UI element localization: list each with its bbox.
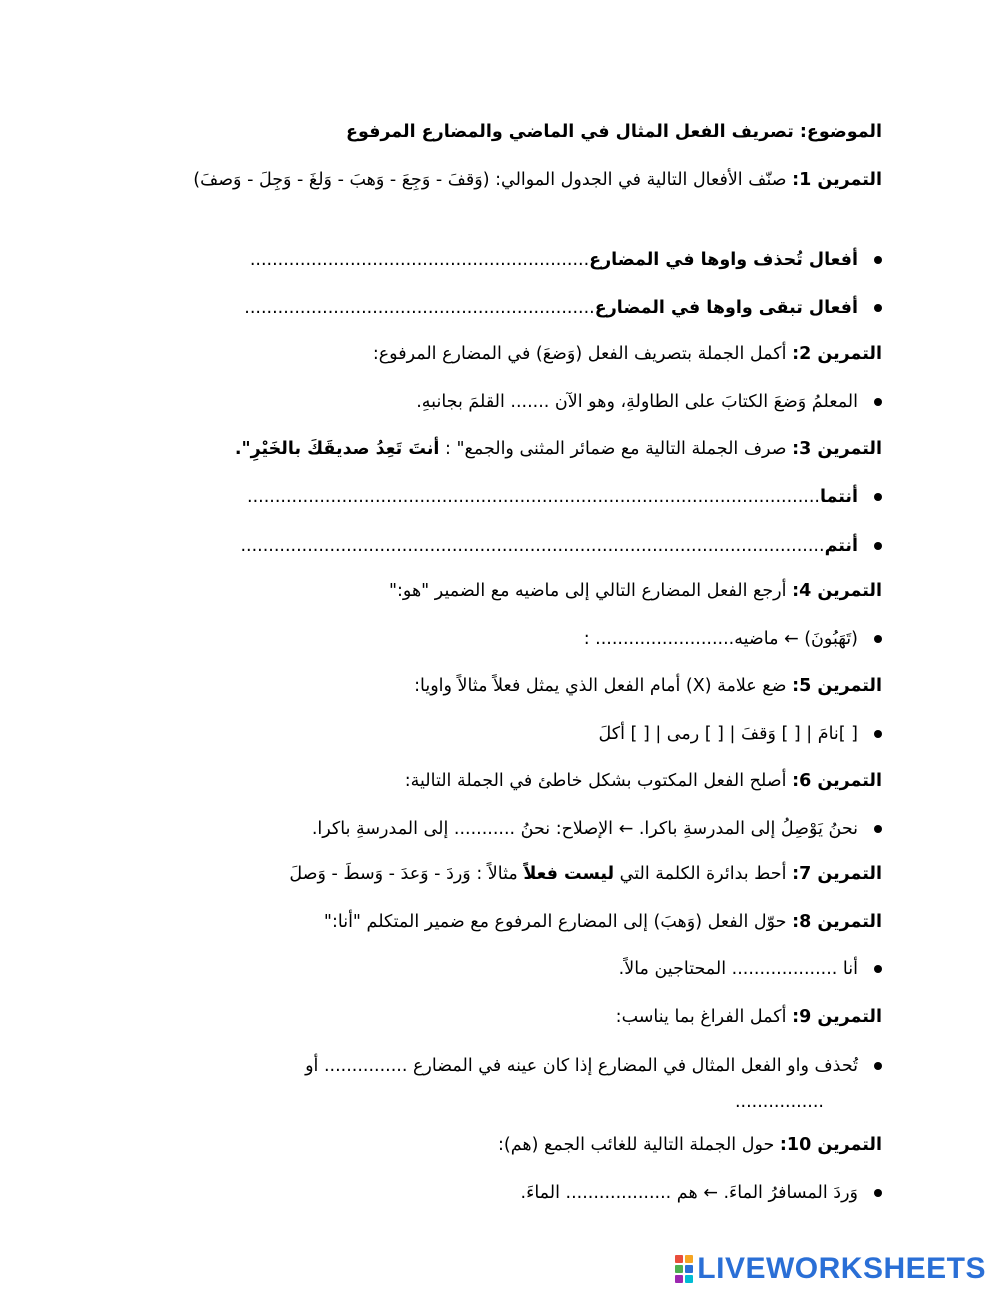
exercise-7-label: التمرين 7:: [792, 864, 882, 884]
exercise-3-item-2-blank[interactable]: .........................................................................................................: [240, 536, 825, 556]
bullet-icon: [874, 1062, 882, 1070]
logo-cell: [685, 1275, 693, 1283]
exercise-6-label: التمرين 6:: [792, 771, 882, 791]
exercise-9-sentence-line-1[interactable]: تُحذف واو الفعل المثال في المضارع إذا كان عينه في المضارع ............... أو: [305, 1056, 858, 1076]
exercise-9-item: [305, 1049, 882, 1083]
exercise-5-item: [599, 717, 882, 751]
exercise-4-label: التمرين 4:: [792, 581, 882, 601]
exercise-9-sentence-line-2[interactable]: ................: [734, 1092, 824, 1112]
exercise-10-label: التمرين 10:: [779, 1135, 882, 1155]
exercise-8-text: حوّل الفعل (وَهبَ) إلى المضارع المرفوع مع ضمير المتكلم "أنا:": [323, 912, 787, 932]
bullet-icon: [874, 304, 882, 312]
bullet-icon: [874, 965, 882, 973]
exercise-1-prompt: [132, 163, 882, 197]
exercise-2-text: أكمل الجملة بتصريف الفعل (وَضعَ) في المضارع المرفوع:: [372, 344, 787, 364]
exercise-2-label: التمرين 2:: [792, 344, 882, 364]
exercise-6-prompt: [405, 764, 882, 798]
exercise-5-options[interactable]: [ ]نامَ | [ ] وَقفَ | [ ] رمى | [ ] أكلَ: [598, 724, 858, 744]
exercise-7-text-after[interactable]: مثالاً : وَردَ - وَعدَ - وَسطَ - وَصلَ: [289, 864, 518, 884]
exercise-3-item-1-blank[interactable]: .......................................................................................................: [247, 487, 820, 507]
exercise-4-item: [584, 622, 882, 656]
logo-cell: [675, 1275, 683, 1283]
bullet-icon: [874, 730, 882, 738]
exercise-8-label: التمرين 8:: [792, 912, 882, 932]
topic-label: الموضوع:: [799, 122, 882, 142]
exercise-10-prompt: [498, 1128, 882, 1162]
exercise-4-prompt: [389, 574, 882, 608]
exercise-5-prompt: [414, 669, 882, 703]
exercise-3-item-2: [240, 529, 882, 563]
exercise-8-item: [619, 952, 882, 986]
exercise-7-text-before: أحط بدائرة الكلمة التي: [619, 864, 787, 884]
exercise-3-quote: أنتَ تَعِدُ صديقَكَ بالخَيْرِ".: [234, 439, 440, 459]
exercise-7-emphasis: ليست فعلاً: [523, 864, 615, 884]
exercise-9-label: التمرين 9:: [792, 1007, 882, 1027]
exercise-3-prompt: [235, 432, 882, 466]
exercise-1-item-1-label: أفعال تُحذف واوها في المضارع: [589, 250, 858, 270]
exercise-8-sentence[interactable]: أنا ................... المحتاجين مالاً.: [618, 959, 858, 979]
bullet-icon: [874, 635, 882, 643]
exercise-4-sentence[interactable]: (تَهَبُونَ) ← ماضيه......................... :: [583, 629, 858, 649]
exercise-1-item-2-label: أفعال تبقى واوها في المضارع: [594, 298, 858, 318]
exercise-1-item-2: [244, 291, 882, 325]
exercise-1-item-2-blank[interactable]: ...............................................................: [244, 298, 595, 318]
topic-line: [346, 115, 882, 149]
exercise-5-label: التمرين 5:: [792, 676, 882, 696]
exercise-3-item-1-label: أنتما: [819, 487, 858, 507]
exercise-6-sentence[interactable]: نحنُ يَوْصِلُ إلى المدرسةِ باكرا. ← الإصلاح: نحنُ ........... إلى المدرسةِ باكرا.: [311, 819, 858, 839]
logo-cell: [685, 1255, 693, 1263]
exercise-1-item-1: [250, 243, 882, 277]
exercise-9-text: أكمل الفراغ بما يناسب:: [615, 1007, 787, 1027]
bullet-icon: [874, 256, 882, 264]
exercise-2-item: [416, 385, 882, 419]
topic-text: تصريف الفعل المثال في الماضي والمضارع المرفوع: [346, 122, 794, 142]
bullet-icon: [874, 542, 882, 550]
logo-cell: [685, 1265, 693, 1273]
logo-grid-icon: [675, 1255, 693, 1283]
exercise-1-item-1-blank[interactable]: .............................................................: [249, 250, 590, 270]
exercise-4-text: أرجع الفعل المضارع التالي إلى ماضيه مع الضمير "هو:": [388, 581, 787, 601]
exercise-7-prompt: [289, 857, 882, 891]
logo-cell: [675, 1265, 683, 1273]
exercise-3-item-1: [247, 480, 882, 514]
exercise-8-prompt: [324, 905, 882, 939]
exercise-1-label: التمرين 1:: [792, 170, 882, 190]
bullet-icon: [874, 493, 882, 501]
exercise-1-text: صنّف الأفعال التالية في الجدول الموالي: (وَقفَ - وَجِعَ - وَهبَ - وَلغَ - وَجِلَ - وَصفَ): [193, 170, 787, 190]
exercise-5-text: ضع علامة (X) أمام الفعل الذي يمثل فعلاً مثالاً واويا:: [414, 676, 787, 696]
bullet-icon: [874, 825, 882, 833]
exercise-2-sentence[interactable]: المعلمُ وَضعَ الكتابَ على الطاولةِ، وهو الآن ....... القلمَ بجانبهِ.: [416, 392, 858, 412]
exercise-2-prompt: [373, 337, 882, 371]
bullet-icon: [874, 1189, 882, 1197]
exercise-3-item-2-label: أنتم: [824, 536, 858, 556]
brand-name: LIVEWORKSHEETS: [697, 1252, 986, 1285]
exercise-10-sentence[interactable]: وَردَ المسافرُ الماءَ. ← هم ................... الماءَ.: [520, 1183, 858, 1203]
exercise-10-item: [521, 1176, 882, 1210]
exercise-3-text: صرف الجملة التالية مع ضمائر المثنى والجمع" :: [445, 439, 787, 459]
liveworksheets-logo: [675, 1252, 986, 1286]
logo-cell: [675, 1255, 683, 1263]
exercise-6-text: أصلح الفعل المكتوب بشكل خاطئ في الجملة التالية:: [404, 771, 787, 791]
bullet-icon: [874, 398, 882, 406]
exercise-9-prompt: [616, 1000, 882, 1034]
exercise-9-item-continued: [735, 1085, 824, 1119]
exercise-10-text: حول الجملة التالية للغائب الجمع (هم):: [498, 1135, 775, 1155]
exercise-3-label: التمرين 3:: [792, 439, 882, 459]
exercise-6-item: [312, 812, 882, 846]
